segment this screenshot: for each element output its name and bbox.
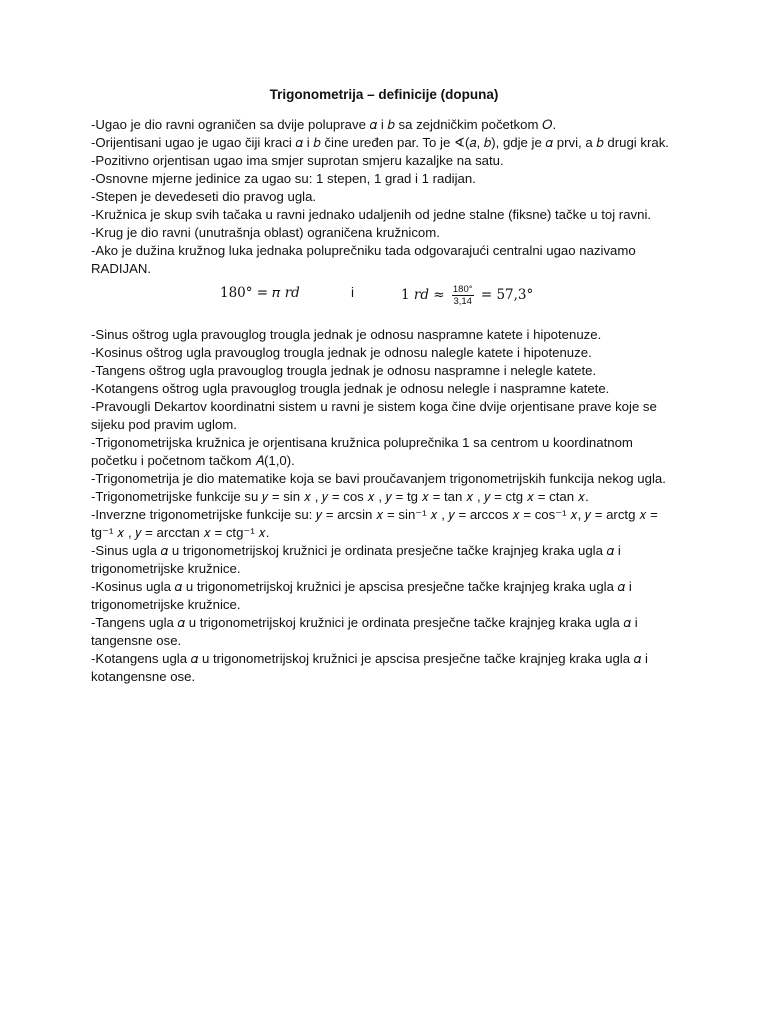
definition-line: -Ako je dužina kružnog luka jednaka poluprečniku tada odgovarajući centralni ugao nazivamo RADIJAN.: [91, 243, 636, 276]
definition-line: -Inverzne trigonometrijske funkcije su: 𝑦 = arcsin 𝑥 = sin⁻¹ 𝑥 , 𝑦 = arccos 𝑥 = cos⁻¹ 𝑥, 𝑦 = arctg 𝑥 = tg⁻¹ 𝑥 , 𝑦 = arcctan 𝑥 = ctg⁻¹ 𝑥.: [91, 507, 658, 540]
definition-line: -Kotangens oštrog ugla pravouglog trougla jednak je odnosu nelegle i naspramne katete.: [91, 381, 610, 396]
definition-line: -Sinus ugla 𝛼 u trigonometrijskoj kružnici je ordinata presječne tačke krajnjeg kraka ugla 𝛼 i trigonometrijske kružnice.: [91, 543, 621, 576]
formula-right-suffix: = 57,3°: [480, 287, 534, 303]
definition-line: -Orijentisani ugao je ugao čiji kraci 𝛼 i 𝑏 čine uređen par. To je ∢(𝑎, 𝑏), gdje je 𝛼 prvi, a 𝑏 drugi krak.: [91, 135, 669, 150]
definition-line: -Stepen je devedeseti dio pravog ugla.: [91, 189, 317, 204]
definition-line: -Krug je dio ravni (unutrašnja oblast) ograničena kružnicom.: [91, 225, 440, 240]
definition-line: -Trigonometrija je dio matematike koja se bavi proučavanjem trigonometrijskih funkcija nekog ugla.: [91, 471, 666, 486]
definition-line: -Pravougli Dekartov koordinatni sistem u ravni je sistem koga čine dvije orjentisane prave koje se sijeku pod pravim uglom.: [91, 399, 657, 432]
definition-line: -Trigonometrijska kružnica je orjentisana kružnica poluprečnika 1 sa centrom u koordinatnom početku i početnom tačkom 𝐴(1,0).: [91, 435, 633, 468]
definition-line: -Kotangens ugla 𝛼 u trigonometrijskoj kružnici je apscisa presječne tačke krajnjeg kraka ugla 𝛼 i kotangensne ose.: [91, 651, 648, 684]
formula-left: 180° = 𝜋 𝑟𝑑: [220, 285, 300, 301]
definition-line: -Osnovne mjerne jedinice za ugao su: 1 stepen, 1 grad i 1 radijan.: [91, 171, 476, 186]
document-body: [91, 116, 681, 686]
formula-fraction: [452, 284, 474, 307]
paragraph-gap: [91, 308, 681, 326]
fraction-denominator: 3,14: [453, 296, 472, 307]
definition-line: -Sinus oštrog ugla pravouglog trougla jednak je odnosu naspramne katete i hipotenuze.: [91, 327, 602, 342]
definition-line: -Kružnica je skup svih tačaka u ravni jednako udaljenih od jedne stalne (fiksne) tačke u toj ravni.: [91, 207, 652, 222]
definition-line: -Kosinus ugla 𝛼 u trigonometrijskoj kružnici je apscisa presječne tačke krajnjeg kraka ugla 𝛼 i trigonometrijske kružnice.: [91, 579, 632, 612]
definition-line: -Pozitivno orjentisan ugao ima smjer suprotan smjeru kazaljke na satu.: [91, 153, 504, 168]
definition-line: -Tangens ugla 𝛼 u trigonometrijskoj kružnici je ordinata presječne tačke krajnjeg kraka ugla 𝛼 i tangensne ose.: [91, 615, 638, 648]
definition-line: -Ugao je dio ravni ograničen sa dvije poluprave 𝛼 i 𝑏 sa zejdničkim početkom 𝑂.: [91, 117, 557, 132]
definition-line: -Trigonometrijske funkcije su 𝑦 = sin 𝑥 , 𝑦 = cos 𝑥 , 𝑦 = tg 𝑥 = tan 𝑥 , 𝑦 = ctg 𝑥 = ctan 𝑥.: [91, 489, 589, 504]
formula-connector: i: [351, 285, 354, 300]
document-title: Trigonometrija – definicije (dopuna): [269, 87, 499, 102]
formula-right-prefix: 1 𝑟𝑑 ≈: [401, 287, 445, 303]
definition-line: -Tangens oštrog ugla pravouglog trougla jednak je odnosu naspramne i nelegle katete.: [91, 363, 597, 378]
fraction-numerator: 180°: [452, 284, 473, 295]
radian-formula: [91, 278, 681, 308]
formula-right: [401, 284, 533, 307]
definition-line: -Kosinus oštrog ugla pravouglog trougla jednak je odnosu nalegle katete i hipotenuze.: [91, 345, 592, 360]
